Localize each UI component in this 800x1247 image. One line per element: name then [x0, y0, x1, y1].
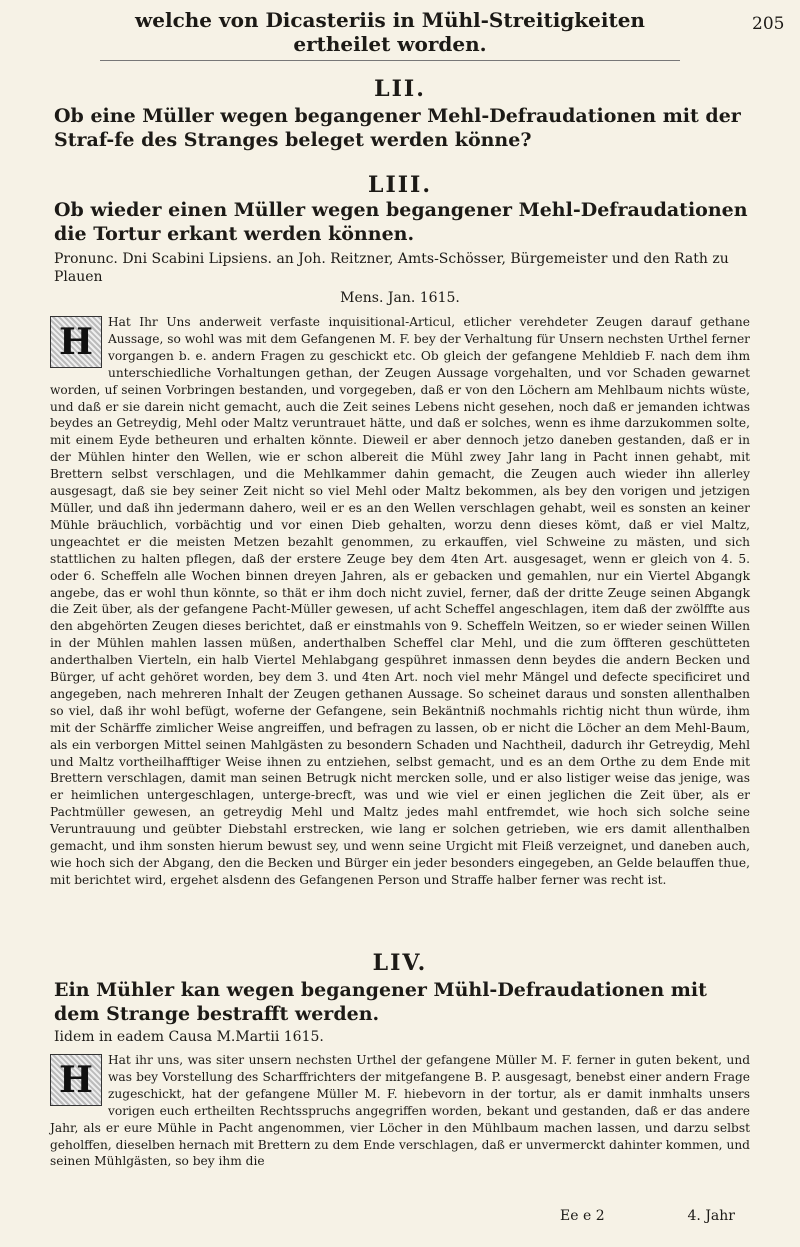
running-header: welche von Dicasteriis in Mühl-Streitigkeiten ertheilet worden. [100, 8, 680, 61]
source-citation-liv: Iidem in eadem Causa M.Martii 1615. [54, 1029, 324, 1045]
section-number-liii: LIII. [367, 172, 432, 198]
section-text-liii: Hat Ihr Uns anderweit verfaste inquisitional-Articul, etlicher verehdeter Zeugen darauf gethane Aussage, so wohl was mit dem Gefangenen M. F. bey der Verhaltung für Unsern nechsten Urthel ferner vorgangen b. e. andern Fragen zu geschickt etc. Ob gleich der gefangene Mehldieb F. nach dem ihm unterschiedliche Vorhaltungen gethan, der Zeugen Aussage vorgehalten, und vor Schaden gewarnet worden, uf seinen Vorbringen bestanden, und vorgegeben, daß er von den Löchern am Mehlbaum nichts wüste, und daß er sie darein nicht gemacht, auch die Zeit seines Lebens nicht gesehen, noch daß er jemanden ichtwas beydes an Getreydig, Mehl oder Maltz veruntrauet hätte, und daß er solches, wenn es ihme darzukommen solte, mit einem Eyde betheuren und erhalten könnte. Dieweil er aber dennoch jetzo daneben gestanden, daß er in der Mühlen hinter den Wellen, wie er schon albereit die Mühl zwey Jahr lang in Pacht innen gehabt, mit Brettern selbst verschlagen, und die Mehlkammer dahin gemacht, die Zeugen auch wieder ihn allerley ausgesagt, daß sie bey seiner Zeit nicht so viel Mehl oder Maltz bekommen, als bey den vorigen und jetzigen Müller, und daß ihn jedermann dahero, weil er es an den Wellen verschlagen gehabt, weil es sonsten an keiner Mühle bräuchlich, vorbächtig und vor einen Dieb gehalten, worzu denn dieses kömt, daß er viel Maltz, ungeachtet er die meisten Metzen bezahlt genommen, zu erkauffen, viel Schweine zu mästen, und sich stattlichen zu halten pflegen, daß der erstere Zeuge bey dem 4ten Art. ausgesaget, wenn er gleich von 4. 5. oder 6. Scheffeln alle Wochen binnen dreyen Jahren, als er gebacken und gemahlen, nur ein Viertel Abgangk angebe, das er wohl thun könnte, so thät er ihm doch nicht zuviel, ferner, daß der dritte Zeuge seinen Abgangk die Zeit über, als der gefangene Pacht-Müller gewesen, uf acht Scheffel angeschlagen, item daß der zwölffte aus den abgehörten Zeugen dieses berichtet, daß er einstmahls von 9. Scheffeln Weitzen, so er wieder seinen Willen in der Mühlen mahlen lassen müßen, anderthalben Scheffel clar Mehl, und die zum öffteren geschütteten anderthalben Vierteln, ein halb Viertel Mehlabgang gespühret inmassen denn beydes die andern Becken und Bürger, uf acht gehöret worden, bey dem 3. und 4ten Art. noch viel mehr Mängel und defecte specificiret und angegeben, nach mehreren Inhalt der Zeugen gethanen Aussage. So scheinet daraus und sonsten allenthalben so viel, daß ihr wohl befügt, woferne der Gefangene, sein Bekäntniß nochmahls richtig nicht thun würde, ihm mit der Schärffe zimlicher Weise angreiffen, und befragen zu lassen, ob er nicht die Löcher an dem Mehl-Baum, als ein verborgen Mittel seinen Mahlgästen zu besondern Schaden und Nachtheil, dadurch ihr Getreydig, Mehl und Maltz vortheilhafftiger Weise ihnen zu entziehen, selbst gemacht, und es an dem Orthe zu dem Ende mit Brettern verschlagen, damit man seinen Betrugk nicht mercken solle, und er also listiger weise das jenige, was er heimlichen untergeschlagen, unterge-brecft, was und wie viel er einen jeglichen die Zeit über, als er Pachtmüller gewesen, an getreydig Mehl und Maltz jedes mahl entfremdet, wie hoch sich solche seine Veruntrauung und geübter Diebstahl erstrecken, wie lang er solchen getrieben, wie ers damit allenthalben gemacht, und ihm sonsten hierum bewust sey, und wenn seine Urgicht mit Fleiß verzeignet, und daneben auch, wie hoch sich der Abgang, den die Becken und Bürger ein jeder besonders eingegeben, an Gelde belauffen thue, mit berichtet wird, ergehet alsdenn des Gefangenen Person und Straffe halber ferner was recht ist. [50, 315, 750, 887]
date-line-liii: Mens. Jan. 1615. [340, 290, 460, 306]
section-heading-liii: Ob wieder einen Müller wegen begangener Mehl-Defraudationen die Tortur erkant werden können. [54, 199, 748, 245]
page-number: 205 [752, 14, 785, 34]
signature-mark: Ee e 2 [560, 1208, 605, 1224]
section-body-liii [50, 314, 750, 889]
section-heading-liv: Ein Mühler kan wegen begangener Mühl-Defraudationen mit dem Strange bestrafft werden. [54, 979, 707, 1025]
initial-letter: H [50, 316, 102, 368]
initial-letter: H [50, 1054, 102, 1106]
section-heading-lii: Ob eine Müller wegen begangener Mehl-Defraudationen mit der Straf-fe des Stranges beleget werden könne? [54, 105, 741, 151]
section-body-liv [50, 1052, 750, 1170]
section-text-liv: Hat ihr uns, was siter unsern nechsten Urthel der gefangene Müller M. F. ferner in guten bekent, und was bey Vorstellung des Scharffrichters der mitgefangene B. P. ausgesagt, benebst einer andern Frage zugeschickt, hat der gefangene Müller M. F. hiebevorn in der tortur, als er damit inmhalts unsers vorigen euch ertheilten Rechtsspruchs angegriffen worden, bekant und gestanden, daß er das andere Jahr, als er eure Mühle in Pacht angenommen, vier Löcher in den Mühlbaum machen lassen, und darzu selbst geholffen, dieselben hernach mit Brettern zu dem Ende verschlagen, daß er unvermerckt dahinter kommen, und seinen Mühlgästen, so bey ihm die [50, 1053, 750, 1169]
catchword: 4. Jahr [687, 1208, 735, 1224]
source-citation-liii: Pronunc. Dni Scabini Lipsiens. an Joh. Reitzner, Amts-Schösser, Bürgemeister und den Rath zu Plauen [54, 251, 729, 285]
section-number-lii: LII. [374, 76, 426, 102]
section-number-liv: LIV. [372, 950, 428, 976]
